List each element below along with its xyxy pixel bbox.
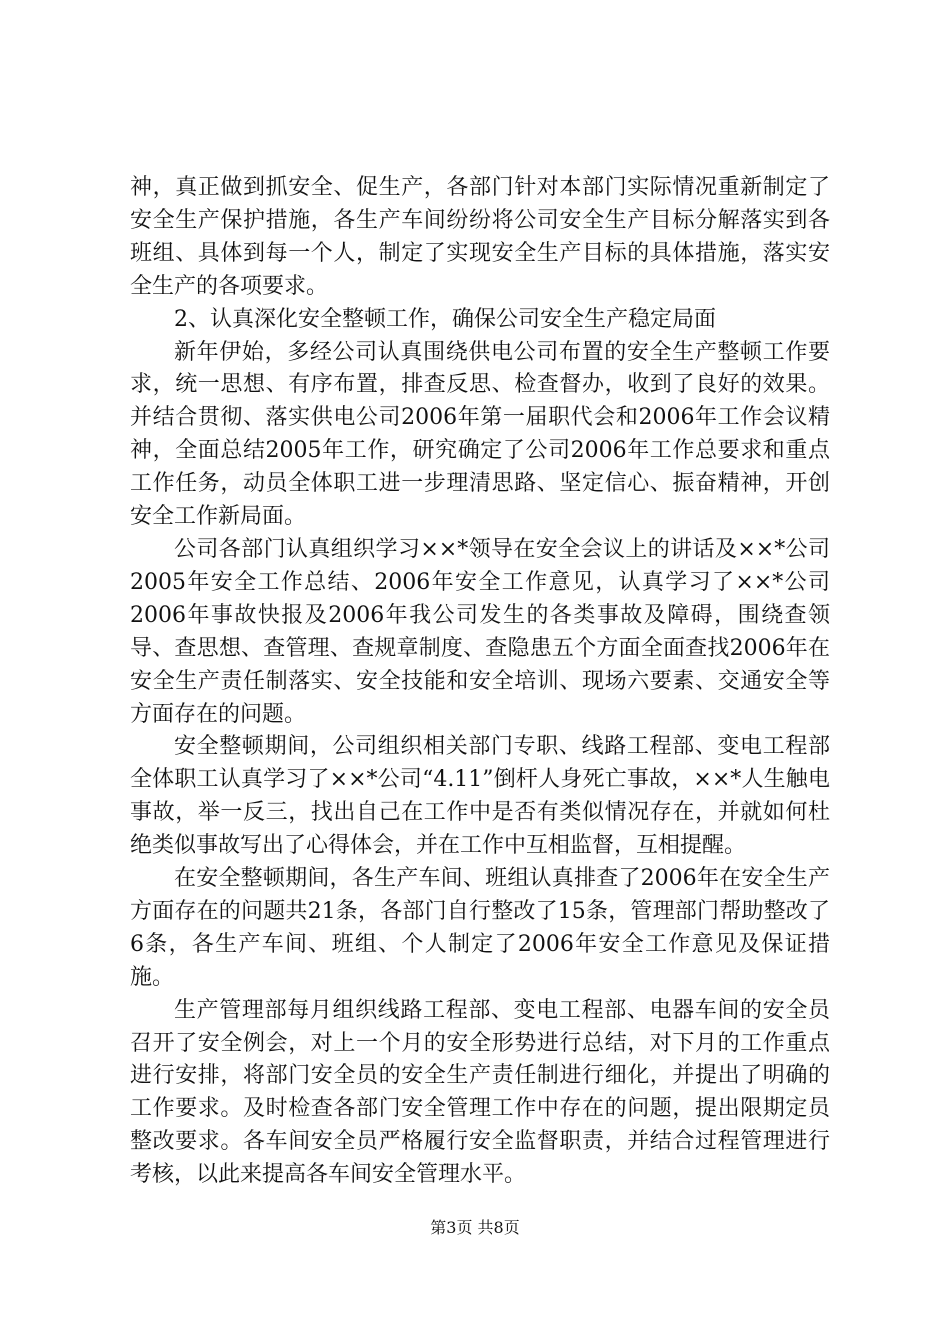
paragraph-rectification-period: 安全整顿期间，公司组织相关部门专职、线路工程部、变电工程部全体职工认真学习了××*公司“4.11”倒杆人身死亡事故，××*人生触电事故，举一反三，找出自己在工作中是否有类似情况存在，并就如何杜绝类似事故写出了心得体会，并在工作中互相监督，互相提醒。 bbox=[130, 734, 830, 859]
page-number: 第3页 共8页 bbox=[430, 1218, 520, 1237]
paragraph-new-year: 新年伊始，多经公司认真围绕供电公司布置的安全生产整顿工作要求，统一思想、有序布置，排查反思、检查督办，收到了良好的效果。并结合贯彻、落实供电公司2006年第一届职代会和2006年工作会议精神，全面总结2005年工作，研究确定了公司2006年工作总要求和重点工作任务，动员全体职工进一步理清思路、坚定信心、振奋精神，开创安全工作新局面。 bbox=[130, 339, 830, 530]
paragraph-issue-count: 在安全整顿期间，各生产车间、班组认真排查了2006年在安全生产方面存在的问题共21条，各部门自行整改了15条，管理部门帮助整改了6条，各生产车间、班组、个人制定了2006年安全工作意见及保证措施。 bbox=[130, 866, 830, 990]
section-heading-2: 2、认真深化安全整顿工作，确保公司安全生产稳定局面 bbox=[174, 306, 716, 332]
paragraph-continuation: 神，真正做到抓安全、促生产，各部门针对本部门实际情况重新制定了安全生产保护措施，各生产车间纷纷将公司安全生产目标分解落实到各班组、具体到每一个人，制定了实现安全生产目标的具体措施，落实安全生产的各项要求。 bbox=[130, 175, 830, 299]
paragraph-monthly-meeting: 生产管理部每月组织线路工程部、变电工程部、电器车间的安全员召开了安全例会，对上一个月的安全形势进行总结，对下月的工作重点进行安排，将部门安全员的安全生产责任制进行细化，并提出了明确的工作要求。及时检查各部门安全管理工作中存在的问题，提出限期定员整改要求。各车间安全员严格履行安全监督职责，并结合过程管理进行考核，以此来提高各车间安全管理水平。 bbox=[130, 997, 830, 1188]
page-footer bbox=[0, 1218, 950, 1238]
document-body bbox=[130, 172, 830, 1192]
paragraph-study: 公司各部门认真组织学习××*领导在安全会议上的讲话及××*公司2005年安全工作总结、2006年安全工作意见，认真学习了××*公司2006年事故快报及2006年我公司发生的各类事故及障碍，围绕查领导、查思想、查管理、查规章制度、查隐患五个方面全面查找2006年在安全生产责任制落实、安全技能和安全培训、现场六要素、交通安全等方面存在的问题。 bbox=[130, 536, 830, 727]
